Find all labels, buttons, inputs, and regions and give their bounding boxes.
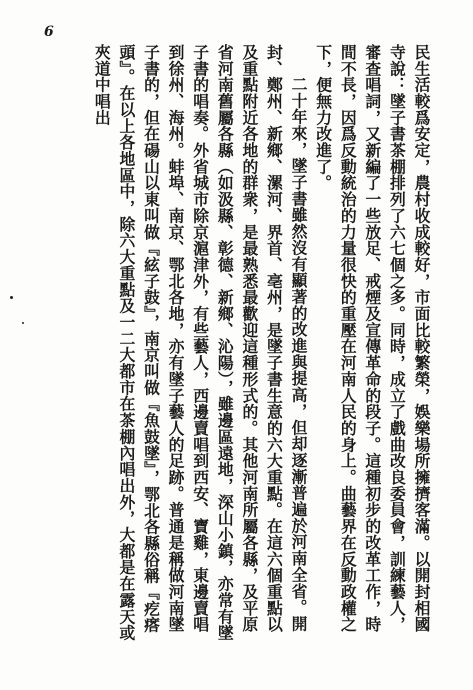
page-number: 6	[44, 24, 54, 40]
vertical-text-block	[23, 44, 433, 644]
print-speck	[22, 322, 24, 324]
paragraph-continued: 民生活較爲安定，農村收成較好，市面比較繁榮，娛樂場所擁擠客滿。以開封相國寺說：墜子書茶棚排列了六七個之多。同時，成立了戲曲改良委員會，訓練藝人，審查唱詞，又新編了一些放足、戒煙及宣傳革命的段子。這種初步的改革工作，時間不長，因爲反動統治的力量很快的重壓在河南人民的身上。曲藝界在反動政權之下，便無力改進了。	[313, 44, 431, 633]
paragraph-second: 二十年來，墜子書雖然沒有顯著的改進與提高，但却逐漸普遍於河南全省。開封、鄭州、新鄉、漯河、界首、亳州，是墜子書生意的六大重點。在這六個重點以及重點附近各地的群衆，是最熟悉最歡迎這種形式的。其他河南所屬各縣，及平原省河南舊屬各縣（如汲縣、彰德、新鄉、沁陽），雖邊區遠地，深山小鎮，亦常有墜子書的唱奏。外省城市除京滬津外，有些藝人，西邊賣唱到西安、寶雞，東邊賣唱到徐州、海州。蚌埠、南京、鄂北各地，亦有墜子藝人的足跡。普通是稱做河南墜子書的，但在碭山以東叫做『絃子鼓』，南京叫做『魚鼓墜』，鄂北各縣俗稱『疙瘩頭』。在以上各地區中，除六大重點及一二大都市在茶棚內唱出外，大都是在露天或夾道中唱出	[92, 44, 309, 642]
print-speck	[10, 296, 13, 299]
